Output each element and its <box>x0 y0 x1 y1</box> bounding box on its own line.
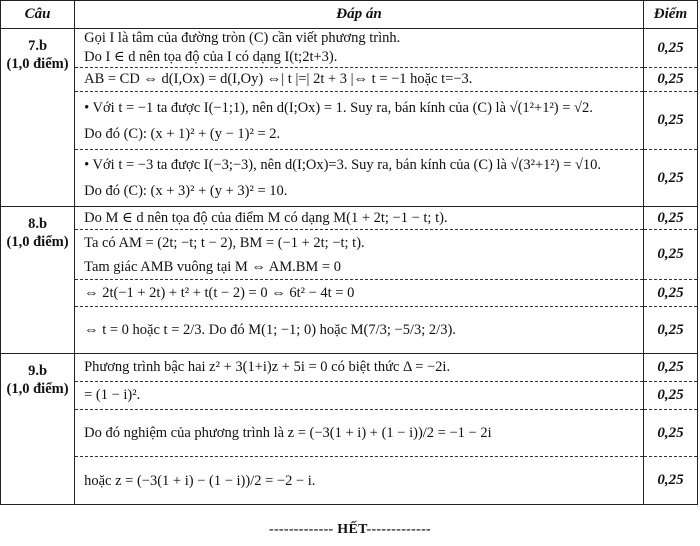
answer-step <box>75 354 644 382</box>
table-row <box>1 410 698 457</box>
table-row <box>1 68 698 92</box>
header-answer: Đáp án <box>75 1 644 29</box>
answer-line: Gọi I là tâm của đường tròn (C) cần viết phương trình. <box>84 30 401 46</box>
table-row <box>1 230 698 280</box>
answer-line: Tam giác AMB vuông tại M ⇔ AM.BM = 0 <box>84 258 341 275</box>
answer-line: Do I ∈ d nên tọa độ của I có dạng I(t;2t+3). <box>84 49 338 65</box>
score-cell: 0,25 <box>643 307 697 354</box>
answer-line: • Với t = −1 ta được I(−1;1), nên d(I;Ox) = 1. Suy ra, bán kính của (C) là √(1²+1²) = √2. <box>84 99 593 116</box>
answer-line: = (1 − i)². <box>84 387 141 403</box>
question-cell-9b <box>1 354 75 505</box>
question-number: 8.b <box>28 216 48 232</box>
table-row <box>1 354 698 382</box>
score-cell: 0,25 <box>643 354 697 382</box>
answer-step <box>75 207 644 230</box>
answer-line: Do đó nghiệm của phương trình là z = (−3(1 + i) + (1 − i))/2 = −1 − 2i <box>84 425 492 441</box>
answer-step <box>75 29 644 68</box>
answer-step <box>75 382 644 410</box>
question-points: (1,0 điểm) <box>6 381 69 397</box>
score-cell: 0,25 <box>643 382 697 410</box>
table-header-row <box>1 1 698 29</box>
score-cell: 0,25 <box>643 280 697 307</box>
question-number: 7.b <box>28 38 48 54</box>
answer-step <box>75 92 644 150</box>
answer-line: Do đó (C): (x + 1)² + (y − 1)² = 2. <box>84 125 281 142</box>
table-row <box>1 29 698 68</box>
question-number: 9.b <box>28 363 48 379</box>
answer-line: Do M ∈ d nên tọa độ của điểm M có dạng M(1 + 2t; −1 − t; t). <box>84 209 448 226</box>
question-cell-7b <box>1 29 75 207</box>
table-row <box>1 150 698 207</box>
answer-step <box>75 280 644 307</box>
answer-step <box>75 410 644 457</box>
answer-line: ⇔ 2t(−1 + 2t) + t² + t(t − 2) = 0 ⇔ 6t² − 4t = 0 <box>84 284 355 301</box>
answer-line: ⇔ t = 0 hoặc t = 2/3. Do đó M(1; −1; 0) hoặc M(7/3; −5/3; 2/3). <box>84 322 456 338</box>
answer-line: Phương trình bậc hai z² + 3(1+i)z + 5i = 0 có biệt thức Δ = −2i. <box>84 359 451 375</box>
table-row <box>1 382 698 410</box>
score-cell: 0,25 <box>643 29 697 68</box>
answer-step <box>75 150 644 207</box>
question-cell-8b <box>1 207 75 354</box>
score-cell: 0,25 <box>643 457 697 505</box>
table-row <box>1 307 698 354</box>
answer-line: • Với t = −3 ta được I(−3;−3), nên d(I;Ox)=3. Suy ra, bán kính của (C) là √(3²+1²) = √10. <box>84 157 602 173</box>
table-row <box>1 280 698 307</box>
header-score: Điểm <box>643 1 697 29</box>
answer-step <box>75 307 644 354</box>
answer-line: hoặc z = (−3(1 + i) − (1 − i))/2 = −2 − i. <box>84 472 316 489</box>
answer-step <box>75 68 644 92</box>
score-cell: 0,25 <box>643 410 697 457</box>
answer-step <box>75 230 644 280</box>
header-question: Câu <box>1 1 75 29</box>
score-cell: 0,25 <box>643 92 697 150</box>
question-points: (1,0 điểm) <box>6 234 69 250</box>
score-cell: 0,25 <box>643 230 697 280</box>
answer-line: AB = CD ⇔ d(I,Ox) = d(I,Oy) ⇔| t |=| 2t + 3 |⇔ t = −1 hoặc t=−3. <box>84 71 473 87</box>
question-points: (1,0 điểm) <box>6 56 69 72</box>
table-row <box>1 457 698 505</box>
end-marker: ------------- HẾT------------- <box>269 522 431 537</box>
score-cell: 0,25 <box>643 150 697 207</box>
answer-line: Do đó (C): (x + 3)² + (y + 3)² = 10. <box>84 183 288 199</box>
table-row <box>1 92 698 150</box>
answer-step <box>75 457 644 505</box>
score-cell: 0,25 <box>643 68 697 92</box>
table-row <box>1 207 698 230</box>
score-cell: 0,25 <box>643 207 697 230</box>
answer-line: Ta có AM = (2t; −t; t − 2), BM = (−1 + 2t; −t; t). <box>84 234 365 251</box>
